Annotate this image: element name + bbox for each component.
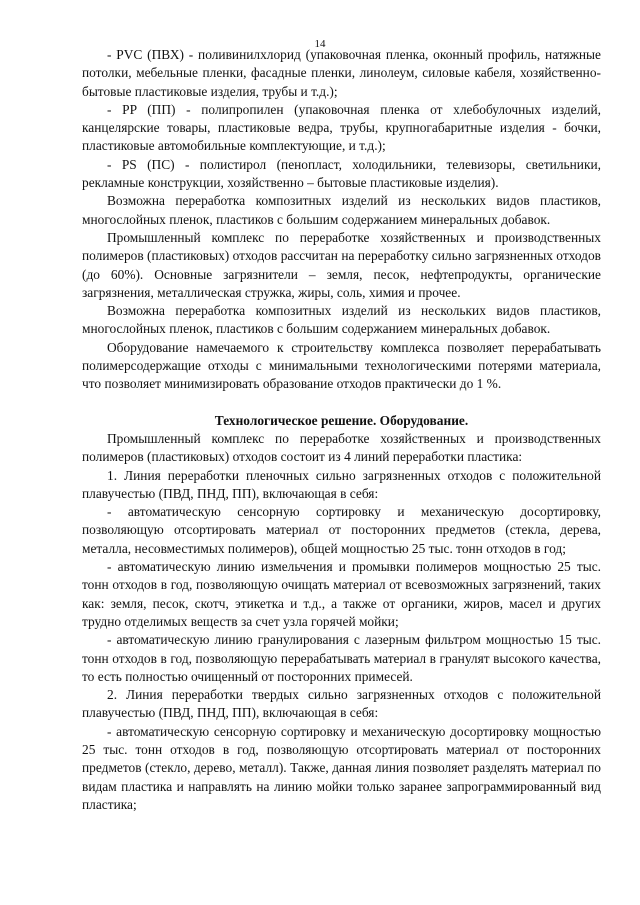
paragraph-line-1-sorting: - автоматическую сенсорную сортировку и механическую досортировку, позволяющую отсортировать материал от посторонних предметов (стекла, дерева, металла, несовместимых полимеров), общей мощностью 25 тыс. тонн отходов в год; (82, 504, 601, 556)
paragraph-composite-processing: Возможна переработка композитных изделий из нескольких видов пластиков, многослойных пленок, пластиков с большим содержанием минеральных добавок. (82, 193, 601, 227)
paragraph-pvc: - PVC (ПВХ) - поливинилхлорид (упаковочная пленка, оконный профиль, натяжные потолки, мебельные пленки, фасадные пленки, линолеум, силовые кабеля, хозяйственно-бытовые пластиковые изделия, трубы и т.д.); (82, 47, 601, 99)
paragraph-line-1-washing: - автоматическую линию измельчения и промывки полимеров мощностью 25 тыс. тонн отходов в год, позволяющую очищать материал от всевозможных загрязнений, таких как: земля, песок, скотч, этикетка и т.д., а также от органики, жиров, масел и других трудно отделимых веществ за счет узла горячей мойки; (82, 559, 601, 629)
paragraph-line-1: 1. Линия переработки пленочных сильно загрязненных отходов с положительной плавучестью (ПВД, ПНД, ПП), включающая в себя: (82, 467, 601, 501)
paragraph-complex-capacity: Промышленный комплекс по переработке хозяйственных и производственных полимеров (пластиковых) отходов рассчитан на переработку сильно загрязненных отходов (до 60%). Основные загрязнители – земля, песок, нефтепродукты, органические загрязнения, металлическая стружка, жиры, соль, химия и прочее. (82, 229, 601, 300)
page-number: 14 (314, 38, 326, 50)
paragraph-ps: - PS (ПС) - полистирол (пенопласт, холодильники, телевизоры, светильники, рекламные конструкции, хозяйственно – бытовые пластиковые изделия). (82, 156, 601, 191)
paragraph-line-2-sorting: - автоматическую сенсорную сортировку и механическую досортировку мощностью 25 тыс. тонн отходов в год, позволяющую отсортировать материал от посторонних предметов (стекло, дерево, металл). Также, данная линия позволяет разделять материал по видам пластика и направлять на линию мойки только заранее запрограммированный вид пластика; (82, 723, 601, 812)
paragraph-line-2: 2. Линия переработки твердых сильно загрязненных отходов с положительной плавучестью (ПВД, ПНД, ПП), включающая в себя: (82, 687, 601, 721)
paragraph-composite-processing-repeat: Возможна переработка композитных изделий из нескольких видов пластиков, многослойных пленок, пластиков с большим содержанием минеральных добавок. (82, 303, 601, 337)
document-body (82, 46, 601, 814)
paragraph-complex-lines: Промышленный комплекс по переработке хозяйственных и производственных полимеров (пластиковых) отходов состоит из 4 линий переработки пластика: (82, 430, 601, 465)
paragraph-equipment-losses: Оборудование намечаемого к строительству комплекса позволяет перерабатывать полимерсодержащие отходы с минимальными технологическими потерями материала, что позволяет минимизировать образование отходов практически до 1 %. (82, 339, 601, 392)
paragraph-line-1-granulating: - автоматическую линию гранулирования с лазерным фильтром мощностью 15 тыс. тонн отходов в год, позволяющую перерабатывать материал в гранулят высокого качества, то есть полностью очищенный от посторонних примесей. (82, 632, 601, 684)
section-heading: Технологическое решение. Оборудование. (214, 412, 469, 428)
paragraph-pp: - PP (ПП) - полипропилен (упаковочная пленка от хлебобулочных изделий, канцелярские товары, пластиковые ведра, трубы, крупногабаритные изделия - бочки, пластиковые автомобильные комплектующие, и т.д.); (82, 101, 601, 154)
